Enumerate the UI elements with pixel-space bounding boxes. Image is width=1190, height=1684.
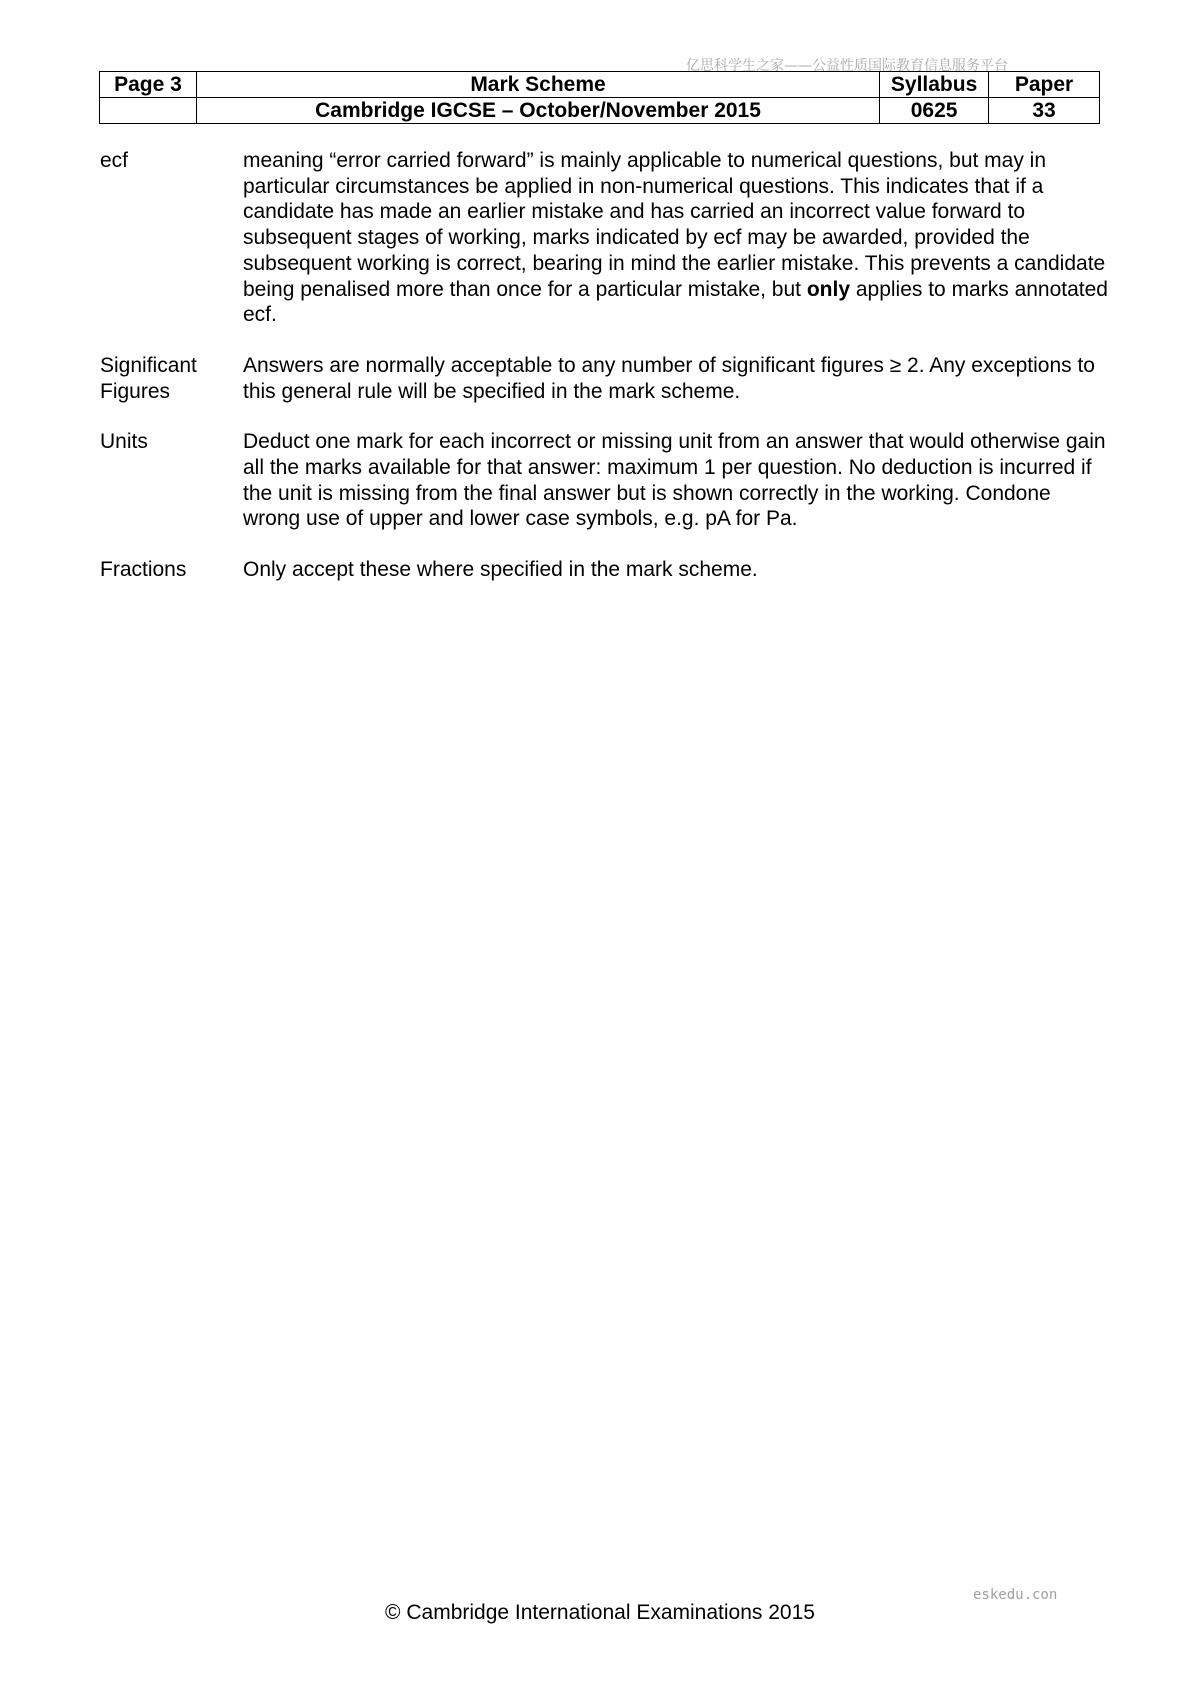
- term-ecf: ecf: [100, 149, 129, 172]
- term-line: Figures: [100, 379, 171, 403]
- definition-significant-figures: Answers are normally acceptable to any number of significant figures ≥ 2. Any exceptions to this general rule will be specified in the mark scheme.: [243, 353, 1095, 403]
- definition-row-units: [100, 429, 1110, 532]
- exam-title: Cambridge IGCSE – October/November 2015: [196, 98, 879, 124]
- term-units: Units: [100, 430, 148, 454]
- definitions-list: [100, 148, 1110, 608]
- page-label: Page 3: [100, 72, 197, 98]
- term-fractions: Fractions: [100, 558, 187, 582]
- syllabus-value: 0625: [880, 98, 989, 124]
- definition-ecf-text: meaning “error carried forward” is mainly applicable to numerical questions, but may in particular circumstances be applied in non-numerical questions. This indicates that if a candidate has made an earlier mistake and has carried an incorrect value forward to subsequent stages of working, marks indicated by ecf may be awarded, provided the subsequent working is correct, bearing in mind the earlier mistake. This prevents a candidate being penalised more than once for a particular mistake, but: [243, 149, 1106, 301]
- definition-fractions: Only accept these where specified in the mark scheme.: [243, 558, 758, 582]
- copyright-footer: © Cambridge International Examinations 2015: [385, 1601, 815, 1624]
- definition-row-significant-figures: [100, 353, 1110, 404]
- document-title: Mark Scheme: [196, 72, 879, 98]
- watermark-bottom: eskedu.con: [973, 1587, 1058, 1603]
- definition-ecf-text-end: applies to marks annotated ecf.: [243, 277, 1108, 327]
- header-table: [99, 71, 1100, 124]
- paper-label: Paper: [989, 72, 1100, 98]
- definition-ecf-bold: only: [806, 277, 850, 301]
- term-significant-figures: [100, 353, 243, 404]
- syllabus-label: Syllabus: [880, 72, 989, 98]
- term-line: Significant: [100, 353, 197, 377]
- definition-row-fractions: [100, 557, 1110, 583]
- definition-units: Deduct one mark for each incorrect or missing unit from an answer that would otherwise gain all the marks available for that answer: maximum 1 per question. No deduction is incurred if the unit is missing from the final answer but is shown correctly in the working. Condone wrong use of upper and lower case symbols, e.g. pA for Pa.: [243, 430, 1106, 531]
- watermark-top: 亿思科学生之家——公益性质国际教育信息服务平台: [686, 58, 1008, 74]
- paper-value: 33: [989, 98, 1100, 124]
- definition-ecf: [243, 148, 1110, 328]
- empty-cell: [100, 98, 197, 124]
- definition-row-ecf: [100, 148, 1110, 328]
